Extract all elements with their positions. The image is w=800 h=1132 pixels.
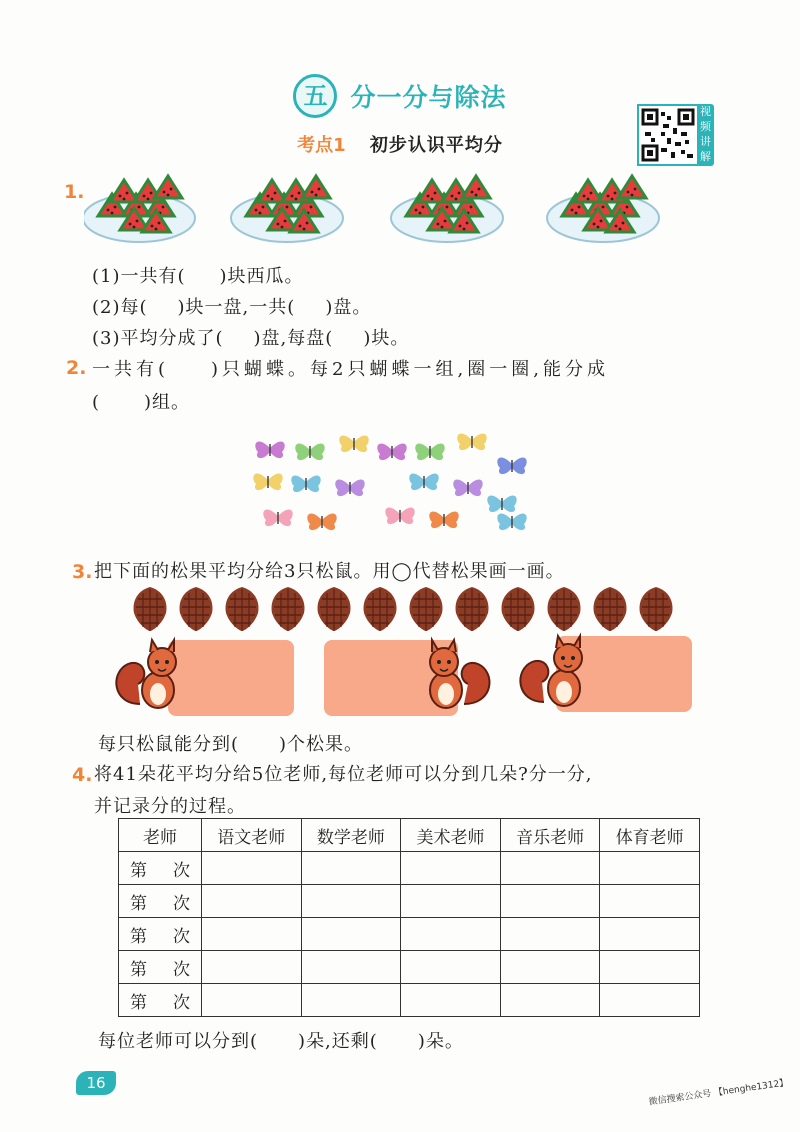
watermark-text: 微信搜索公众号 【henghe1312】 — [648, 1078, 789, 1108]
table-cell[interactable] — [600, 984, 700, 1017]
table-header-cell: 体育老师 — [600, 819, 700, 852]
qr-code-icon[interactable] — [637, 104, 699, 166]
pinecone — [456, 587, 489, 631]
squirrel-icon — [412, 634, 496, 716]
squirrel-icon — [110, 634, 190, 716]
pinecone — [180, 587, 213, 631]
butterfly — [429, 511, 458, 528]
q2-line-2: ( )组。 — [92, 392, 191, 413]
butterfly — [377, 443, 406, 460]
pinecone — [594, 587, 627, 631]
watermelon-plate — [391, 176, 503, 242]
pinecone — [548, 587, 581, 631]
q4-line-1: 将41朵花平均分给5位老师,每位老师可以分到几朵?分一分, — [94, 764, 593, 785]
q4-number: 4. — [72, 764, 93, 786]
table-cell[interactable] — [301, 918, 401, 951]
table-cell[interactable] — [500, 885, 600, 918]
butterfly — [335, 479, 364, 496]
pinecone — [364, 587, 397, 631]
table-row — [119, 984, 700, 1017]
row-label: 第 次 — [119, 918, 202, 951]
q3-number: 3. — [72, 561, 93, 583]
q3-answer: 每只松鼠能分到( )个松果。 — [98, 734, 364, 755]
table-cell[interactable] — [500, 852, 600, 885]
butterfly — [291, 475, 320, 492]
table-cell[interactable] — [600, 852, 700, 885]
watermelon-plate — [84, 176, 195, 242]
section-number: 五 — [293, 74, 337, 118]
pinecone — [226, 587, 259, 631]
q2-number: 2. — [66, 357, 87, 379]
table-cell[interactable] — [401, 984, 501, 1017]
table-cell[interactable] — [401, 885, 501, 918]
table-cell[interactable] — [401, 951, 501, 984]
butterfly — [339, 435, 368, 452]
butterfly — [409, 473, 438, 490]
table-header-cell: 美术老师 — [401, 819, 501, 852]
table-row — [119, 852, 700, 885]
table-cell[interactable] — [301, 852, 401, 885]
q3-text: 把下面的松果平均分给3只松鼠。用◯代替松果画一画。 — [94, 561, 565, 582]
pinecone — [410, 587, 443, 631]
row-label: 第 次 — [119, 984, 202, 1017]
table-header-row — [119, 819, 700, 852]
q2-line-1: 一共有( )只蝴蝶。每2只蝴蝶一组,圈一圈,能分成 — [92, 359, 609, 380]
section-title: 分一分与除法 — [350, 83, 507, 112]
row-label: 第 次 — [119, 951, 202, 984]
butterfly — [255, 441, 284, 458]
division-record-table — [118, 818, 700, 1017]
butterfly — [497, 513, 526, 530]
row-label: 第 次 — [119, 885, 202, 918]
table-header-cell: 老师 — [119, 819, 202, 852]
q1-line-3: (3)平均分成了( )盘,每盘( )块。 — [92, 328, 410, 349]
table-cell[interactable] — [202, 951, 302, 984]
pinecone — [640, 587, 673, 631]
q1-line-1: (1)一共有( )块西瓜。 — [92, 266, 304, 287]
table-row — [119, 951, 700, 984]
table-cell[interactable] — [500, 951, 600, 984]
table-cell[interactable] — [500, 984, 600, 1017]
pinecone — [272, 587, 305, 631]
squirrel-icon — [516, 632, 596, 714]
pinecone — [134, 587, 167, 631]
table-cell[interactable] — [600, 885, 700, 918]
pinecones-row — [130, 585, 690, 633]
table-row — [119, 885, 700, 918]
watermelon-plates — [84, 170, 684, 250]
watermelon-plate — [231, 176, 343, 242]
table-cell[interactable] — [202, 984, 302, 1017]
row-label: 第 次 — [119, 852, 202, 885]
q1-number: 1. — [64, 181, 85, 203]
table-cell[interactable] — [600, 918, 700, 951]
topic-title: 初步认识平均分 — [369, 135, 503, 156]
butterfly — [415, 443, 444, 460]
table-header-cell: 数学老师 — [301, 819, 401, 852]
table-cell[interactable] — [202, 885, 302, 918]
q1-line-2: (2)每( )块一盘,一共( )盘。 — [92, 297, 372, 318]
page-number: 16 — [76, 1071, 116, 1095]
pinecone — [502, 587, 535, 631]
table-cell[interactable] — [301, 885, 401, 918]
q4-answer: 每位老师可以分到( )朵,还剩( )朵。 — [98, 1031, 464, 1052]
butterfly — [263, 509, 292, 526]
table-cell[interactable] — [401, 918, 501, 951]
table-cell[interactable] — [301, 984, 401, 1017]
butterfly — [253, 473, 282, 490]
topic-label: 考点1 — [297, 135, 346, 156]
butterfly — [497, 457, 526, 474]
table-cell[interactable] — [202, 852, 302, 885]
table-cell[interactable] — [202, 918, 302, 951]
butterfly — [487, 495, 516, 512]
q4-line-2: 并记录分的过程。 — [94, 796, 246, 817]
butterfly — [385, 507, 414, 524]
table-header-cell: 音乐老师 — [500, 819, 600, 852]
watermelon-plate — [547, 176, 659, 242]
table-header-cell: 语文老师 — [202, 819, 302, 852]
table-cell[interactable] — [301, 951, 401, 984]
butterfly — [453, 479, 482, 496]
butterfly — [457, 433, 486, 450]
butterfly — [295, 443, 324, 460]
table-cell[interactable] — [401, 852, 501, 885]
table-cell[interactable] — [600, 951, 700, 984]
butterflies-illustration — [250, 420, 550, 540]
butterfly — [307, 513, 336, 530]
table-row — [119, 918, 700, 951]
pinecone — [318, 587, 351, 631]
video-explain-tag[interactable]: 视频讲解 — [697, 104, 714, 166]
table-cell[interactable] — [500, 918, 600, 951]
